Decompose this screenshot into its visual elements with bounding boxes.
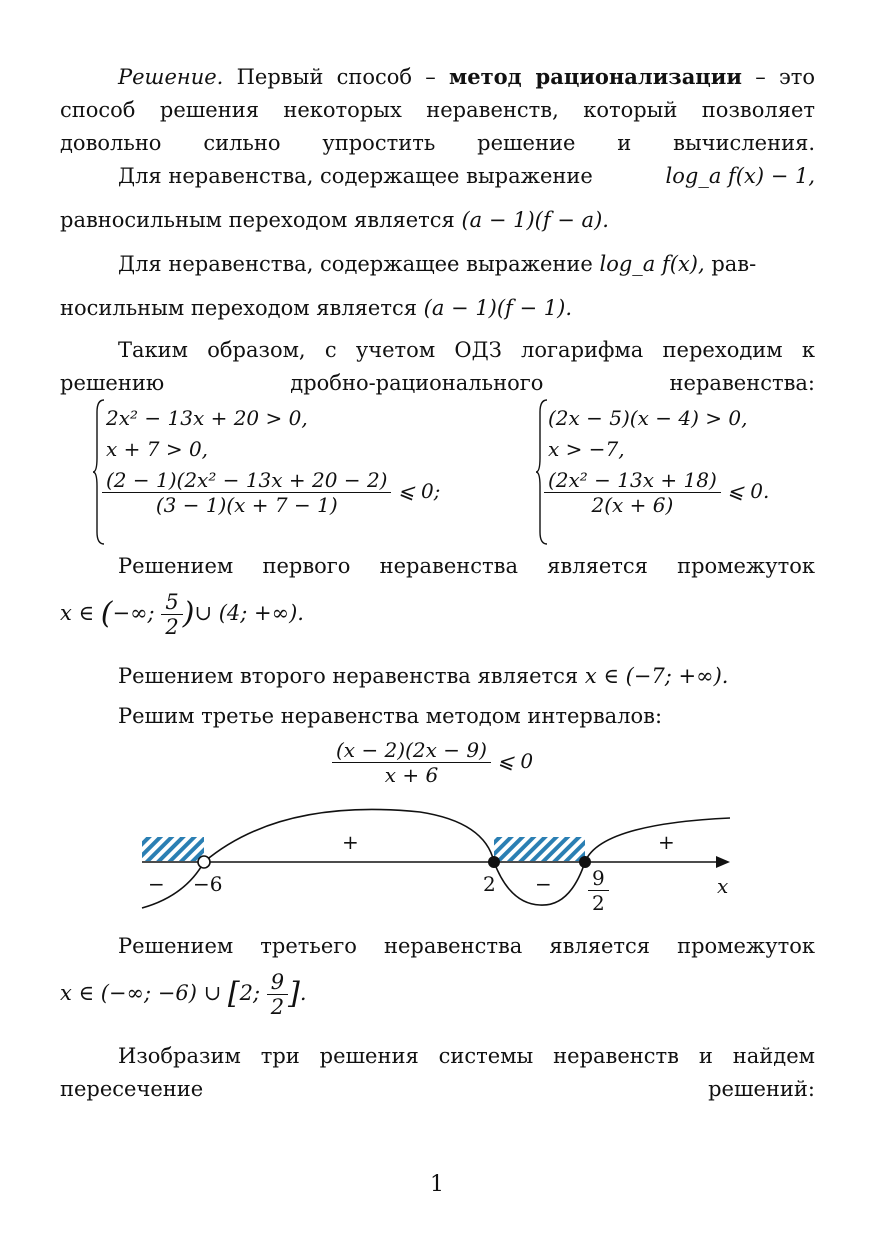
- axis-label-x: x: [717, 874, 729, 898]
- sol1-text: Решением первого неравенства является промежуток: [118, 554, 815, 578]
- sol3-part-a: x ∈ (−∞; −6) ∪: [60, 981, 228, 1005]
- sol3-intro: Решим третье неравенства методом интервалов:: [118, 704, 663, 728]
- hatch-region-middle: [494, 837, 585, 861]
- rule1-result: (a − 1)(f − a).: [461, 208, 609, 232]
- sol3-answer: x ∈ (−∞; −6) ∪ [2; $\frac{9}{2}$ ].: [60, 970, 307, 1019]
- rule2-line2: [60, 296, 572, 320]
- rule2-expression: log_a f(x),: [599, 252, 705, 276]
- left-system-line1: 2x² − 13x + 20 > 0,: [106, 406, 308, 430]
- sol1-prefix: x ∈: [60, 601, 101, 625]
- rule1-text-a: Для неравенства, содержащее выражение: [118, 164, 593, 188]
- right-fraction-numerator: (2x² − 13x + 18): [544, 468, 721, 493]
- sign-curve: [142, 809, 730, 908]
- right-system-line3: [544, 468, 769, 517]
- right-relation: ⩽ 0.: [727, 479, 770, 503]
- sign-plus-2: +: [658, 830, 675, 854]
- page-number: 1: [430, 1172, 444, 1197]
- sol2-text: Решением второго неравенства является: [118, 664, 585, 688]
- sol2-answer: x ∈ (−7; +∞).: [584, 664, 729, 688]
- rule2-text-b: носильным переходом является: [60, 296, 424, 320]
- sol1-part-b: ∪ (4; +∞).: [194, 601, 304, 625]
- sol1-answer: x ∈ (−∞; $\frac{5}{2}$ )∪ (4; +∞).: [60, 590, 304, 639]
- left-system-line2: x + 7 > 0,: [106, 437, 209, 461]
- rule2-text-a: Для неравенства, содержащее выражение: [118, 252, 600, 276]
- transition-paragraph: Таким образом, с учетом ОДЗ логарифма переходим к решению дробно-рационального неравенства:: [60, 338, 815, 395]
- right-system-line1: (2x − 5)(x − 4) > 0,: [548, 406, 748, 430]
- number-line-diagram: [130, 808, 750, 928]
- sol3-frac-num: 9: [267, 970, 288, 995]
- sol1-frac-num: 5: [161, 590, 182, 615]
- final-paragraph: Изобразим три решения системы неравенств и найдем пересечение решений:: [60, 1044, 815, 1101]
- axis-arrow-icon: [716, 856, 730, 868]
- right-system-line2: x > −7,: [548, 437, 625, 461]
- rule2-line1: [118, 252, 815, 276]
- intro-text-a: Первый способ –: [223, 65, 450, 89]
- rule1-line2: [60, 208, 609, 232]
- left-system-line3: [102, 468, 440, 517]
- open-point-minus6: [198, 856, 210, 868]
- hatch-region-left: [142, 837, 204, 861]
- tick-9-2-den: 2: [592, 891, 605, 915]
- solution-label: Решение.: [118, 65, 224, 89]
- rule1-text-b: равносильным переходом является: [60, 208, 462, 232]
- sol1-part-a: −∞;: [112, 601, 155, 625]
- interval-num: (x − 2)(2x − 9): [332, 738, 491, 763]
- interval-den: x + 6: [384, 763, 439, 787]
- sign-plus-1: +: [342, 830, 359, 854]
- intro-paragraph: [60, 60, 815, 160]
- rule1-line1: [118, 164, 815, 188]
- intro-text-b: – это способ решения некоторых неравенств, который позволяет довольно сильно упростить решение и вычисления.: [60, 65, 815, 155]
- sol2-line: [118, 664, 728, 688]
- sol3-part-c: .: [299, 981, 307, 1005]
- sol3-text: Решением третьего неравенства является промежуток: [118, 934, 815, 958]
- method-name: метод рационализации: [449, 64, 742, 89]
- left-fraction-numerator: (2 − 1)(2x² − 13x + 20 − 2): [102, 468, 391, 493]
- rule1-expression: log_a f(x) − 1,: [665, 164, 815, 188]
- left-fraction-denominator: (3 − 1)(x + 7 − 1): [155, 493, 338, 517]
- right-fraction-denominator: 2(x + 6): [591, 493, 674, 517]
- sign-minus-2: −: [535, 872, 552, 896]
- interval-rel: ⩽ 0: [497, 749, 534, 773]
- tick-label-minus6: −6: [193, 872, 223, 896]
- sol3-part-b: 2;: [239, 981, 261, 1005]
- tick-label-9-2: [588, 866, 609, 915]
- rule2-text-tail: рав-: [704, 252, 757, 276]
- sign-minus-1: −: [148, 872, 165, 896]
- left-relation: ⩽ 0;: [397, 479, 441, 503]
- rule2-result: (a − 1)(f − 1).: [423, 296, 573, 320]
- tick-9-2-num: 9: [588, 866, 609, 891]
- interval-inequality: [332, 738, 533, 787]
- sol1-frac-den: 2: [165, 615, 179, 639]
- sol3-frac-den: 2: [270, 995, 285, 1019]
- tick-label-2: 2: [483, 872, 496, 896]
- closed-point-2: [488, 856, 500, 868]
